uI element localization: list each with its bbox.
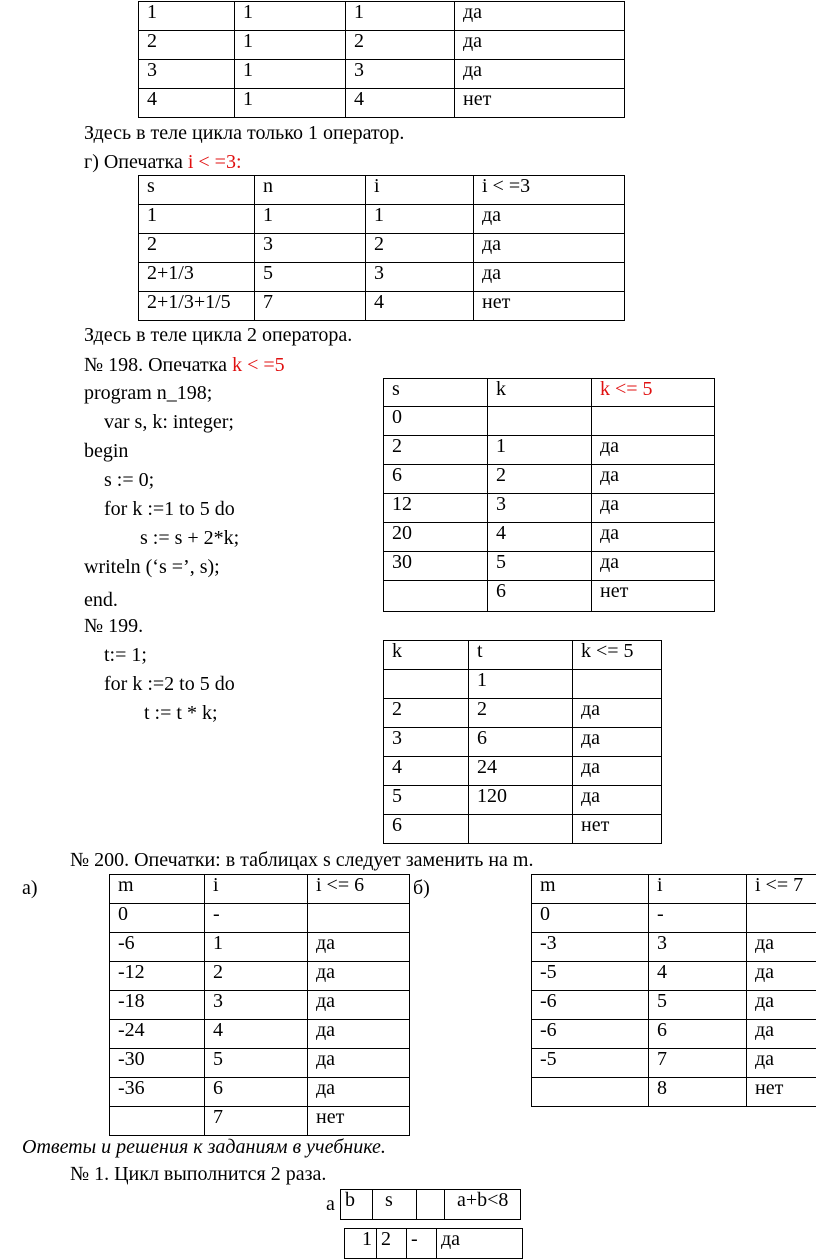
task-199-title: № 199. — [84, 615, 144, 637]
table-row — [139, 176, 625, 205]
table-cell: да — [592, 465, 715, 494]
table-cell: m — [110, 875, 205, 904]
table-cell — [592, 407, 715, 436]
table-cell: 4 — [205, 1020, 308, 1049]
table-cell — [469, 815, 573, 844]
table-cell: -30 — [110, 1049, 205, 1078]
table-cell: 2 — [366, 234, 474, 263]
table-cell: 2 — [488, 465, 592, 494]
task-200-title: № 200. Опечатки: в таблицах s следует заменить на m. — [70, 849, 534, 871]
table-cell: 5 — [255, 263, 366, 292]
code-line: for k :=2 to 5 do — [104, 673, 235, 695]
task-1-title: № 1. Цикл выполнится 2 раза. — [70, 1163, 327, 1185]
table-row — [110, 991, 410, 1020]
table-cell: 6 — [384, 465, 488, 494]
table-cell: 1 — [346, 2, 455, 31]
table-cell: 1 — [235, 31, 346, 60]
table-row — [384, 670, 662, 699]
table-cell: a+b<8 — [445, 1190, 521, 1220]
table-cell: да — [455, 60, 625, 89]
table-cell: 2 — [346, 31, 455, 60]
table-cell: да — [308, 1078, 410, 1107]
table-cell: k <= 5 — [573, 641, 662, 670]
table-cell: 4 — [366, 292, 474, 321]
table-cell: да — [308, 991, 410, 1020]
table-cell: 24 — [469, 757, 573, 786]
table-cell: 2 — [377, 1229, 407, 1259]
table-cell: 6 — [488, 581, 592, 612]
table-cell: 20 — [384, 523, 488, 552]
table-cell — [384, 581, 488, 612]
table-cell: -24 — [110, 1020, 205, 1049]
table-cell: m — [532, 875, 649, 904]
table-row — [532, 962, 816, 991]
table-200b — [531, 874, 816, 1107]
table-row — [139, 234, 625, 263]
table-row — [384, 581, 715, 612]
code-line: program n_198; — [84, 382, 213, 404]
table-cell: 1 — [205, 933, 308, 962]
table-row — [384, 465, 715, 494]
table-cell: да — [573, 699, 662, 728]
answers-heading: Ответы и решения к заданиям в учебнике. — [22, 1136, 386, 1158]
table-row — [384, 641, 662, 670]
table-cell: 1 — [139, 205, 255, 234]
table-cell: 1 — [345, 1229, 377, 1259]
table-cell: да — [308, 1020, 410, 1049]
table-cell: да — [308, 1049, 410, 1078]
table-row — [384, 407, 715, 436]
table-cell: да — [455, 31, 625, 60]
code-line: for k :=1 to 5 do — [104, 498, 235, 520]
table-cell: s — [139, 176, 255, 205]
table-row — [139, 60, 625, 89]
table-cell: нет — [455, 89, 625, 118]
table-cell: 30 — [384, 552, 488, 581]
code-line: var s, k: integer; — [104, 411, 234, 433]
table-cell: 7 — [255, 292, 366, 321]
table-cell: 2 — [384, 699, 469, 728]
table-task1-header — [340, 1189, 521, 1220]
table-row — [139, 263, 625, 292]
table-cell: да — [592, 436, 715, 465]
table-cell: -5 — [532, 1049, 649, 1078]
table-cell: 3 — [649, 933, 747, 962]
table-cell: да — [747, 962, 816, 991]
table-cell: 6 — [205, 1078, 308, 1107]
table-cell: 3 — [488, 494, 592, 523]
table-row — [384, 699, 662, 728]
table-cell: s — [373, 1190, 417, 1220]
table-cell: 5 — [205, 1049, 308, 1078]
table-cell: да — [747, 933, 816, 962]
table-cell: 2 — [469, 699, 573, 728]
table-cell: да — [308, 933, 410, 962]
table-cell: n — [255, 176, 366, 205]
table-cell: 1 — [235, 89, 346, 118]
table-cell: - — [407, 1229, 437, 1259]
table-cell: 6 — [649, 1020, 747, 1049]
table-cell: 1 — [366, 205, 474, 234]
table-g — [138, 175, 625, 321]
task-198-title: № 198. Опечатка k < =5 — [84, 354, 285, 376]
table-cell: t — [469, 641, 573, 670]
table-cell: 0 — [110, 904, 205, 933]
table-row — [110, 962, 410, 991]
table-cell: -6 — [110, 933, 205, 962]
table-row — [110, 933, 410, 962]
table-row — [110, 1107, 410, 1136]
table-cell: 4 — [139, 89, 235, 118]
table-cell: 1 — [488, 436, 592, 465]
table-row — [139, 2, 625, 31]
table-cell — [417, 1190, 445, 1220]
label-b: б) — [413, 877, 430, 899]
table-199 — [383, 640, 662, 844]
table-cell: да — [455, 2, 625, 31]
table-cell: -18 — [110, 991, 205, 1020]
table-cell: 2 — [139, 234, 255, 263]
table-cell: b — [341, 1190, 373, 1220]
table-cell: 8 — [649, 1078, 747, 1107]
code-199 — [84, 641, 235, 728]
table-cell: 3 — [139, 60, 235, 89]
table-cell: 4 — [384, 757, 469, 786]
table-row — [532, 933, 816, 962]
table-cell: i <= 6 — [308, 875, 410, 904]
table-cell: -36 — [110, 1078, 205, 1107]
table-row — [110, 875, 410, 904]
table-cell: 2 — [139, 31, 235, 60]
table-cell: да — [573, 786, 662, 815]
table-cell: 120 — [469, 786, 573, 815]
table-row — [532, 1078, 816, 1107]
table-cell: да — [747, 991, 816, 1020]
table-cell: i — [366, 176, 474, 205]
table-200a — [109, 874, 410, 1136]
table-cell: 1 — [235, 2, 346, 31]
table-cell: k <= 5 — [592, 379, 715, 407]
table-cell — [384, 670, 469, 699]
table-row — [110, 904, 410, 933]
table-cell: нет — [308, 1107, 410, 1136]
table-cell: 0 — [532, 904, 649, 933]
table-cell: 1 — [235, 60, 346, 89]
table-cell: - — [649, 904, 747, 933]
note-one-operator: Здесь в теле цикла только 1 оператор. — [84, 122, 405, 144]
table-cell: k — [488, 379, 592, 407]
table-cell: i — [649, 875, 747, 904]
code-line: t := t * k; — [144, 702, 218, 724]
table-cell: i <= 7 — [747, 875, 816, 904]
typo-highlight: k < =5 — [232, 354, 285, 376]
table-cell: i < =3 — [474, 176, 625, 205]
table-row — [139, 205, 625, 234]
table-row — [532, 904, 816, 933]
table-cell: -6 — [532, 991, 649, 1020]
table-cell — [573, 670, 662, 699]
table-cell: 3 — [366, 263, 474, 292]
table-cell — [308, 904, 410, 933]
table-row — [532, 1020, 816, 1049]
table-cell: 5 — [384, 786, 469, 815]
table-row — [110, 1049, 410, 1078]
table-cell: 0 — [384, 407, 488, 436]
table-row — [139, 31, 625, 60]
table-row — [384, 757, 662, 786]
table-cell: да — [474, 263, 625, 292]
table-cell: да — [592, 523, 715, 552]
table-cell: -3 — [532, 933, 649, 962]
table-cell: 1 — [469, 670, 573, 699]
table-cell: да — [474, 234, 625, 263]
table-row — [384, 494, 715, 523]
table-cell: 6 — [469, 728, 573, 757]
table-row — [384, 815, 662, 844]
table-cell: 3 — [346, 60, 455, 89]
code-line: begin — [84, 440, 129, 462]
table-cell: нет — [592, 581, 715, 612]
table-cell: 3 — [255, 234, 366, 263]
table-top — [138, 1, 625, 118]
table-row — [384, 552, 715, 581]
code-line: t:= 1; — [104, 644, 147, 666]
code-198 — [84, 379, 239, 615]
table-cell: 4 — [488, 523, 592, 552]
table-cell: 3 — [384, 728, 469, 757]
table-cell: - — [205, 904, 308, 933]
note-two-operators: Здесь в теле цикла 2 оператора. — [84, 324, 353, 346]
code-line: s := s + 2*k; — [140, 527, 240, 549]
table-cell: нет — [474, 292, 625, 321]
table-cell: 2 — [205, 962, 308, 991]
table-cell: i — [205, 875, 308, 904]
table-cell: 1 — [139, 2, 235, 31]
table-row — [139, 89, 625, 118]
table-row — [532, 875, 816, 904]
table-cell: 7 — [205, 1107, 308, 1136]
table-cell: да — [308, 962, 410, 991]
table-cell: 7 — [649, 1049, 747, 1078]
table-row — [110, 1020, 410, 1049]
table-cell — [110, 1107, 205, 1136]
table-cell: 3 — [205, 991, 308, 1020]
code-line: end. — [84, 589, 118, 611]
table-cell: 5 — [488, 552, 592, 581]
table-cell: 6 — [384, 815, 469, 844]
table-cell: k — [384, 641, 469, 670]
table-cell: 12 — [384, 494, 488, 523]
table-row — [384, 786, 662, 815]
table-cell: нет — [747, 1078, 816, 1107]
table-task1-row — [344, 1228, 523, 1259]
typo-highlight: i < =3: — [187, 151, 242, 173]
table-cell: да — [437, 1229, 523, 1259]
table-cell: 2 — [384, 436, 488, 465]
table-cell: нет — [573, 815, 662, 844]
table-cell: да — [747, 1020, 816, 1049]
table-cell: да — [573, 757, 662, 786]
table-row — [532, 1049, 816, 1078]
table-row — [384, 379, 715, 407]
table-cell: 2+1/3 — [139, 263, 255, 292]
code-line: s := 0; — [104, 469, 155, 491]
section-g-title: г) Опечатка i < =3: — [84, 151, 242, 173]
table-row — [110, 1078, 410, 1107]
table-cell — [747, 904, 816, 933]
table-cell: s — [384, 379, 488, 407]
table-row — [532, 991, 816, 1020]
variable-a-label: a — [326, 1193, 335, 1215]
table-cell: -6 — [532, 1020, 649, 1049]
table-cell: -12 — [110, 962, 205, 991]
table-cell — [532, 1078, 649, 1107]
table-row — [384, 728, 662, 757]
table-cell: 1 — [255, 205, 366, 234]
table-cell: 2+1/3+1/5 — [139, 292, 255, 321]
table-cell: 5 — [649, 991, 747, 1020]
label-a: а) — [22, 877, 38, 899]
code-line: writeln (‘s =’, s); — [84, 556, 220, 578]
table-198 — [383, 378, 715, 612]
table-cell — [488, 407, 592, 436]
table-cell: да — [747, 1049, 816, 1078]
table-cell: да — [474, 205, 625, 234]
table-cell: 4 — [649, 962, 747, 991]
table-cell: -5 — [532, 962, 649, 991]
table-cell: да — [592, 552, 715, 581]
table-row — [139, 292, 625, 321]
table-cell: да — [592, 494, 715, 523]
table-row — [384, 436, 715, 465]
table-cell: 4 — [346, 89, 455, 118]
table-row — [384, 523, 715, 552]
table-cell: да — [573, 728, 662, 757]
